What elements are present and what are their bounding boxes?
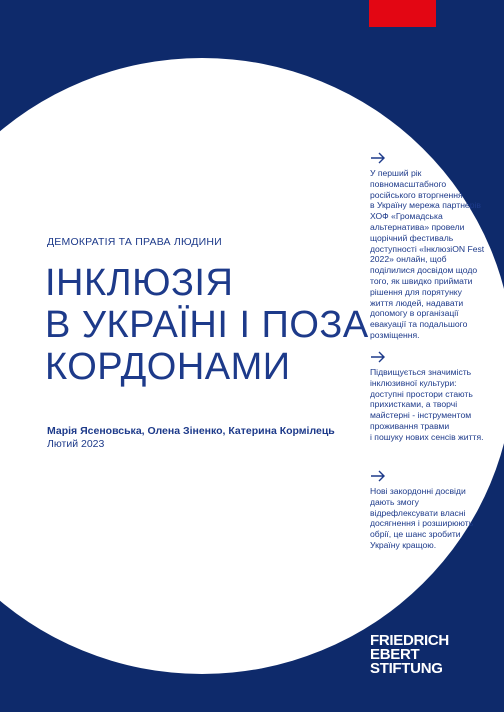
note-text: У перший рік повномасштабного російського вторгнення в Україну мережа партнерів ХОФ «Громадська альтернатива» провели щорічний фестиваль доступності «ІнклюзіON Fest 2022» онлайн, щоб поділилися досвідом щодо того, як швидко приймати рішення для порятунку життя людей, надавати допомогу в організації евакуації та подальшого розміщення. (370, 168, 485, 340)
summary-note-3 (370, 470, 504, 551)
publication-date: Лютий 2023 (47, 438, 105, 450)
arrow-right-icon (370, 470, 386, 482)
arrow-right-icon (370, 351, 386, 363)
page-title (45, 262, 369, 388)
title-line: ІНКЛЮЗІЯ (45, 262, 234, 304)
note-text: Нові закордонні досвіди дають змогу відрефлексувати власні досягнення і розширюють обрії, це шанс зробити Україну кращою. (370, 486, 474, 550)
red-accent-tab (369, 0, 436, 27)
logo-line: FRIEDRICH (370, 632, 449, 649)
summary-note-2 (370, 351, 504, 443)
note-text: Підвищується значимість інклюзивної культури: доступні простори стають прихистками, а творчі майстерні - інструментом проживання травми і пошуку нових сенсів життя. (370, 367, 484, 442)
logo-line: EBERT (370, 646, 420, 663)
title-line: В УКРАЇНІ І ПОЗА (45, 304, 369, 346)
logo-line: STIFTUNG (370, 660, 443, 677)
summary-note-1 (370, 152, 504, 341)
authors: Марія Ясеновська, Олена Зіненко, Катерина Кормілець (47, 425, 335, 437)
publisher-logo (370, 634, 449, 676)
topic-label: ДЕМОКРАТІЯ ТА ПРАВА ЛЮДИНИ (47, 236, 222, 248)
title-line: КОРДОНАМИ (45, 346, 291, 388)
arrow-right-icon (370, 152, 386, 164)
